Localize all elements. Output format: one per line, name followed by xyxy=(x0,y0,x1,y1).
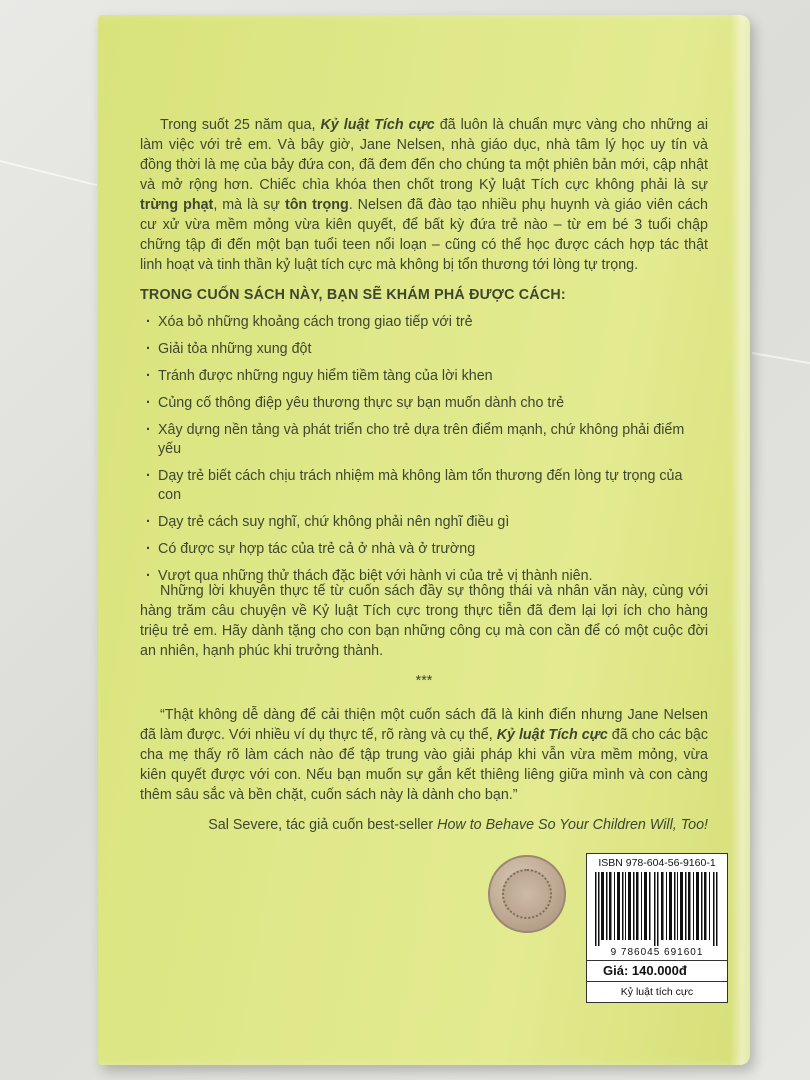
barcode-label xyxy=(586,853,728,1003)
book-back-cover xyxy=(98,15,750,1065)
barcode-bars xyxy=(595,872,719,946)
seal-inner-ring xyxy=(502,869,552,919)
conclusion-paragraph: Những lời khuyên thực tế từ cuốn sách đầy sự thông thái và nhân văn này, cùng với hàng trăm câu chuyện về Kỷ luật Tích cực trong thực tiễn đã đem lại lợi ích cho hàng triệu trẻ em. Hãy dành tặng cho con bạn những công cụ mà con cần để có một cuộc đời an nhiên, hạnh phúc khi trưởng thành. xyxy=(140,583,708,659)
list-item: · Có được sự hợp tác của trẻ cả ở nhà và ở trường xyxy=(140,540,708,559)
list-item: · Xây dựng nền tảng và phát triển cho trẻ dựa trên điểm mạnh, chứ không phải điểm yếu xyxy=(140,421,708,459)
list-item: · Dạy trẻ cách suy nghĩ, chứ không phải nên nghĩ điều gì xyxy=(140,513,708,532)
intro-paragraph: Trong suốt 25 năm qua, Kỷ luật Tích cực đã luôn là chuẩn mực vàng cho những ai làm việc với trẻ em. Và bây giờ, Jane Nelsen, nhà giáo dục, nhà tâm lý học uy tín và đồng thời là mẹ của bảy đứa con, đã đem đến cho chúng ta một phiên bản mới, cập nhật và mở rộng hơn. Chiếc chìa khóa then chốt trong Kỷ luật Tích cực không phải là sự trừng phạt, mà là sự tôn trọng. Nelsen đã đào tạo nhiều phụ huynh và giáo viên cách cư xử vừa mềm mỏng vừa kiên quyết, để bất kỳ đứa trẻ nào – từ em bé 3 tuổi chập chững tập đi đến một bạn tuổi teen nổi loạn – cũng có thể học được cách hợp tác thật linh hoạt và tinh thần kỷ luật tích cực mà không bị tổn thương tới lòng tự trọng. xyxy=(140,117,708,273)
barcode-digits: 9 786045 691601 xyxy=(610,947,704,958)
barcode-book-title: Kỷ luật tích cực xyxy=(587,981,727,1002)
floor-line-right xyxy=(752,352,810,364)
testimonial-quote: “Thật không dễ dàng để cải thiện một cuốn sách đã là kinh điển nhưng Jane Nelsen đã làm được. Với nhiều ví dụ thực tế, rõ ràng và cụ thể, Kỷ luật Tích cực đã cho các bậc cha mẹ thấy rõ làm cách nào để tập trung vào giải pháp khi vẫn vừa mềm mỏng, vừa kiên quyết được với con. Nếu bạn muốn sự gắn kết thiêng liêng giữa mình và con càng thêm sâu sắc và bền chặt, cuốn sách này là dành cho bạn.” xyxy=(140,707,708,803)
benefit-list xyxy=(140,313,708,594)
list-item: · Củng cố thông điệp yêu thương thực sự bạn muốn dành cho trẻ xyxy=(140,394,708,413)
floor-line-left xyxy=(0,160,97,186)
separator-stars: *** xyxy=(415,673,433,689)
list-item: · Vượt qua những thử thách đặc biệt với hành vi của trẻ vị thành niên. xyxy=(140,567,708,586)
list-item: · Giải tỏa những xung đột xyxy=(140,340,708,359)
price-label: Giá: 140.000đ xyxy=(587,960,727,980)
publisher-seal xyxy=(488,855,566,933)
quote-attribution: Sal Severe, tác giả cuốn best-seller How to Behave So Your Children Will, Too! xyxy=(208,817,708,833)
section-heading: TRONG CUỐN SÁCH NÀY, BẠN SẼ KHÁM PHÁ ĐƯỢC CÁCH: xyxy=(140,287,566,303)
plastic-wrap-glare xyxy=(730,15,750,1065)
isbn-text: ISBN 978-604-56-9160-1 xyxy=(598,857,716,869)
list-item: · Tránh được những nguy hiểm tiềm tàng của lời khen xyxy=(140,367,708,386)
list-item: · Dạy trẻ biết cách chịu trách nhiệm mà không làm tổn thương đến lòng tự trọng của con xyxy=(140,467,708,505)
list-item: · Xóa bỏ những khoảng cách trong giao tiếp với trẻ xyxy=(140,313,708,332)
